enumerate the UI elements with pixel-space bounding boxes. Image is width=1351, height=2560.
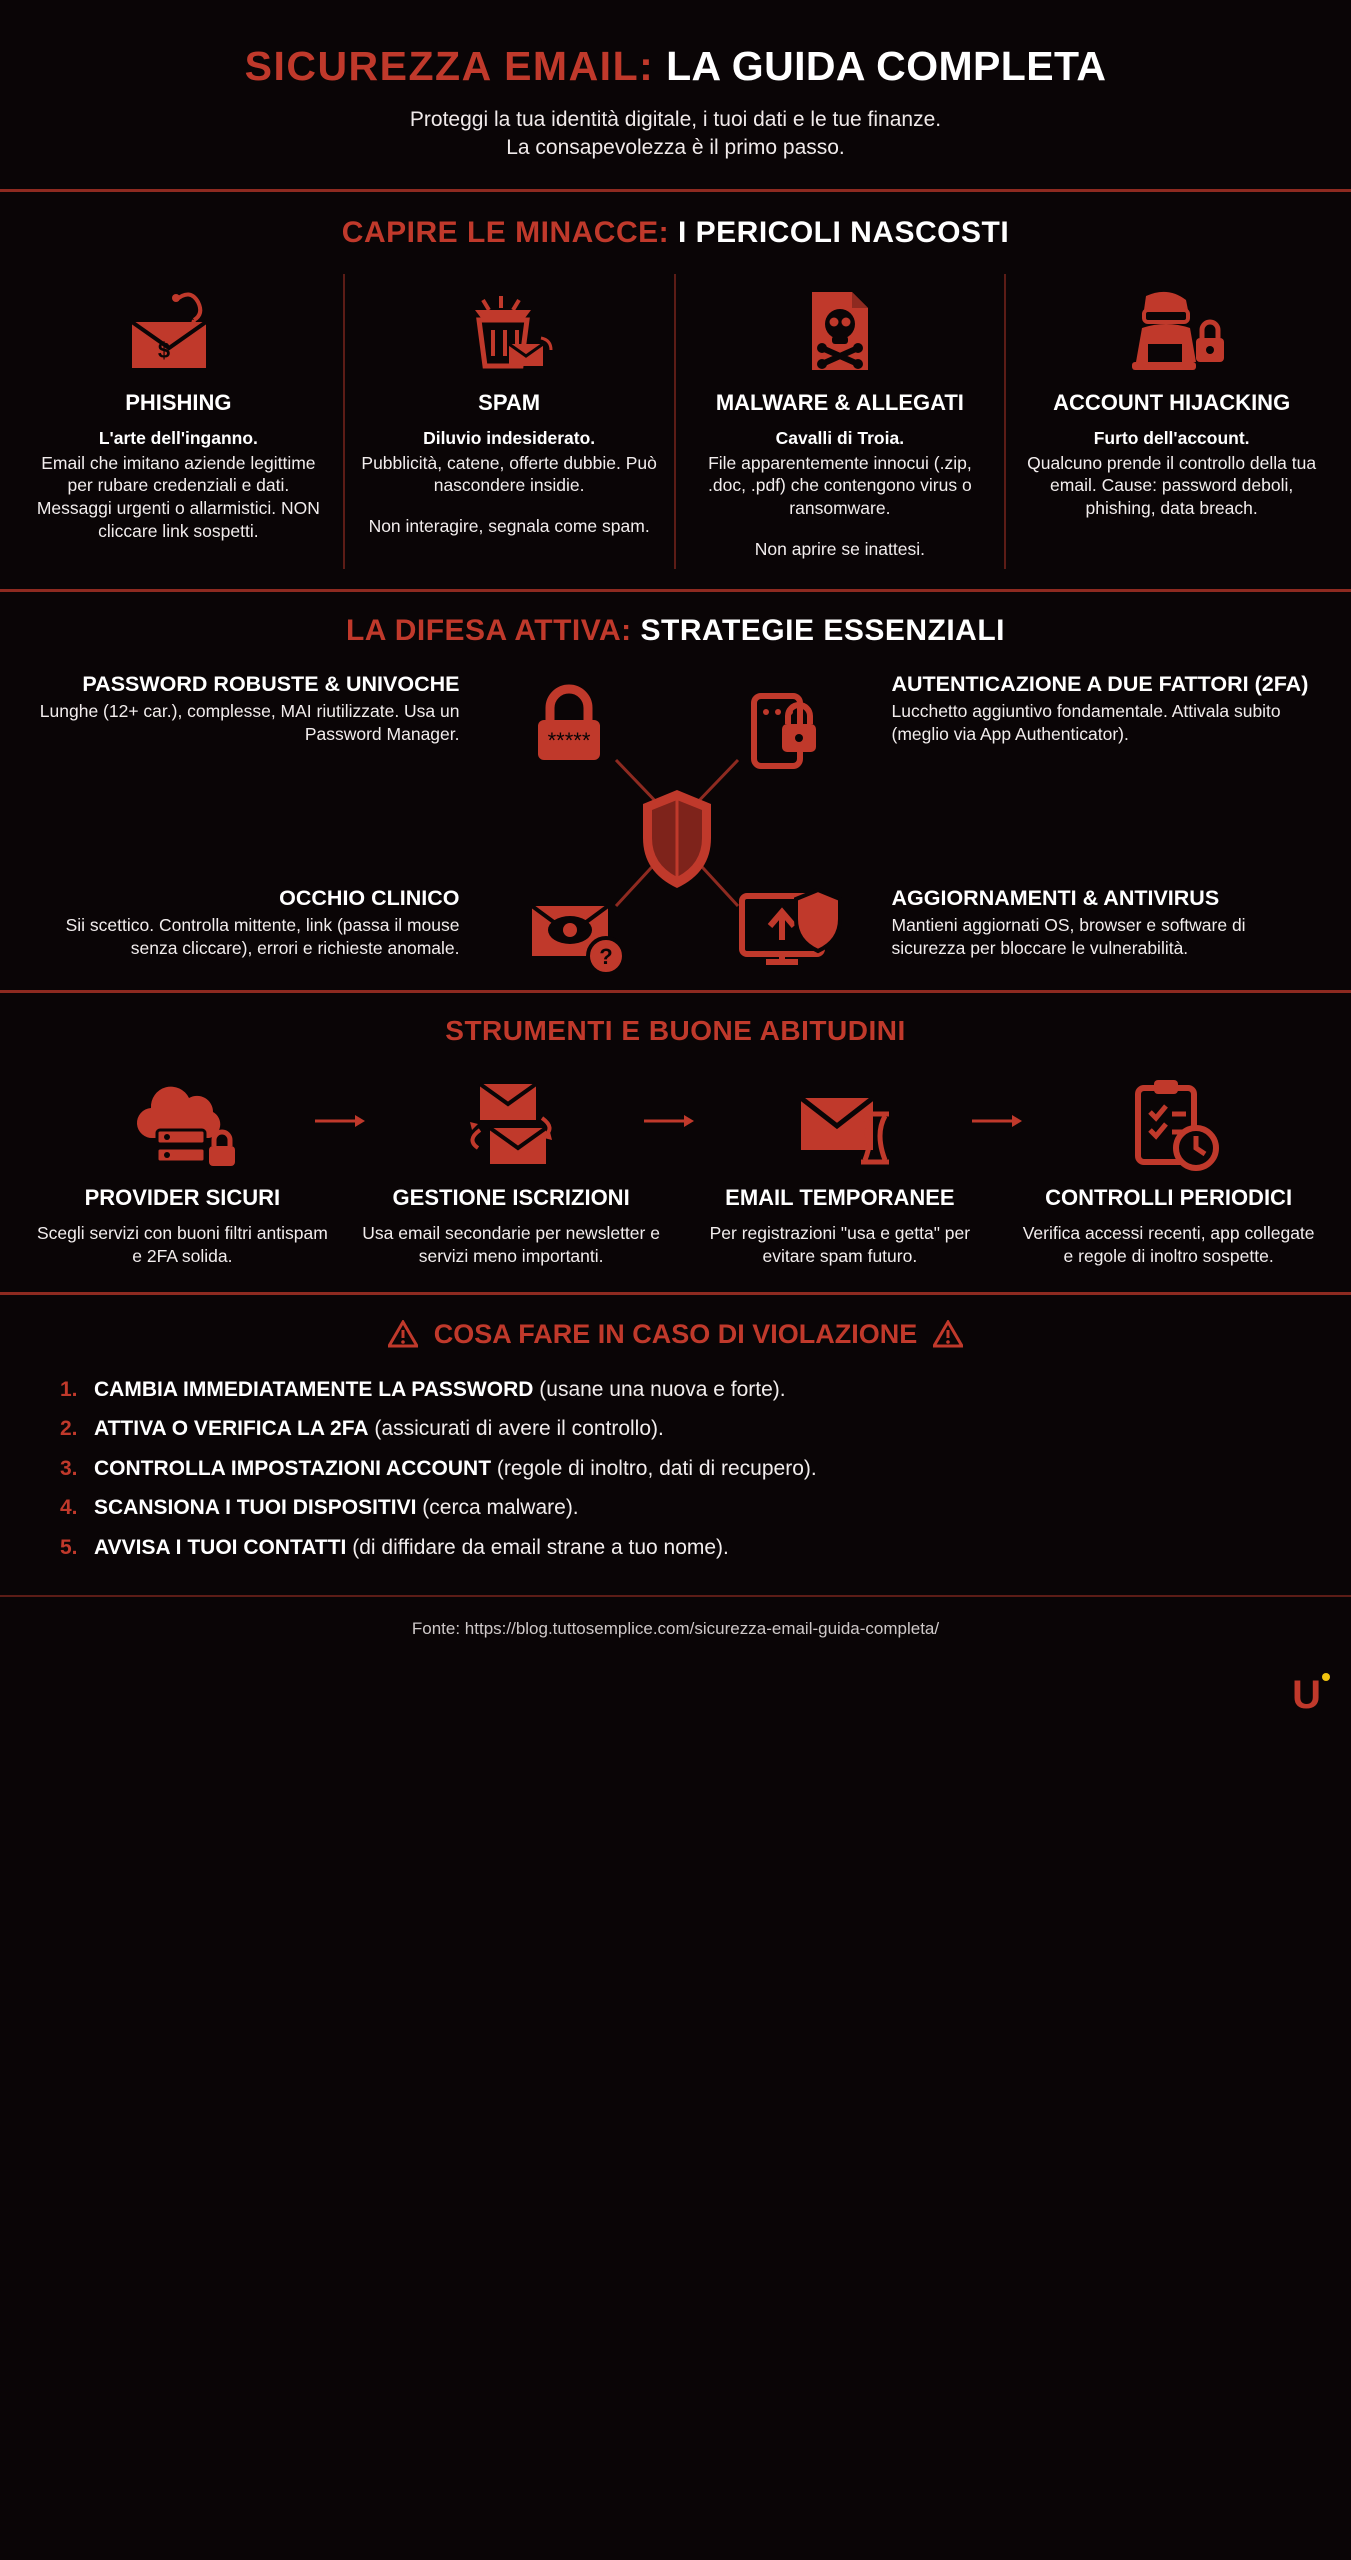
threat-body	[30, 452, 327, 543]
breach-step	[60, 1409, 1297, 1449]
warning-triangle-icon	[933, 1320, 963, 1348]
tool-card-email-temporanee	[676, 1071, 1005, 1268]
tool-name: CONTROLLI PERIODICI	[1045, 1184, 1293, 1210]
breach-step-strong: AVVISA I TUOI CONTATTI	[94, 1535, 347, 1559]
breach-steps	[0, 1370, 1351, 1568]
tools-title: STRUMENTI E BUONE ABITUDINI	[445, 1014, 906, 1046]
threat-body-p2: Non aprire se inattesi.	[754, 538, 925, 559]
defense-center-art	[466, 668, 886, 998]
breach-step	[60, 1488, 1297, 1528]
threats-title-accent: CAPIRE LE MINACCE:	[341, 215, 670, 249]
threat-name: MALWARE & ALLEGATI	[715, 389, 964, 415]
defense-title	[0, 614, 1351, 648]
envelope-hourglass-icon	[690, 1071, 991, 1177]
breach-step-rest: (di diffidare da email strane a tuo nome).	[352, 1535, 729, 1559]
threat-body-p2: Non interagire, segnala come spam.	[368, 516, 650, 537]
threats-grid	[0, 268, 1351, 569]
logo-mark	[1292, 1673, 1321, 1718]
breach-section	[0, 1295, 1351, 1578]
defense-card-aggiornamenti	[886, 882, 1326, 964]
threats-section	[0, 192, 1351, 589]
tool-card-gestione-iscrizioni	[347, 1071, 676, 1268]
svg-text:$: $	[158, 337, 171, 363]
account-hijacking-hacker-icon	[1022, 280, 1321, 384]
breach-step-number: 1.	[60, 1377, 78, 1401]
defense-card-title: AUTENTICAZIONE A DUE FATTORI (2FA)	[891, 671, 1309, 696]
smartphone-2fa-icon	[754, 696, 816, 766]
logo	[0, 1673, 1321, 1718]
tool-name: PROVIDER SICURI	[84, 1184, 281, 1210]
spam-trash-envelope-icon	[361, 280, 658, 384]
page-title	[30, 44, 1321, 90]
defense-card-title: PASSWORD ROBUSTE & UNIVOCHE	[82, 671, 460, 696]
breach-title	[0, 1319, 1351, 1350]
defense-title-accent: LA DIFESA ATTIVA:	[345, 613, 632, 647]
header-subtitle	[30, 106, 1321, 163]
breach-step-number: 3.	[60, 1456, 78, 1480]
threat-lead: Cavalli di Troia.	[775, 427, 905, 448]
threat-card-phishing	[14, 274, 345, 569]
tool-card-provider-sicuri	[18, 1071, 347, 1268]
page-title-main: LA GUIDA COMPLETA	[666, 43, 1107, 89]
tool-name: GESTIONE ISCRIZIONI	[392, 1184, 630, 1210]
threat-body	[692, 452, 989, 561]
breach-step-strong: SCANSIONA I TUOI DISPOSITIVI	[94, 1496, 417, 1520]
breach-step-rest: (assicurati di avere il controllo).	[374, 1417, 664, 1441]
source-text: Fonte: https://blog.tuttosemplice.com/sicurezza-email-guida-completa/	[411, 1619, 940, 1639]
header-subtitle-line2: La consapevolezza è il primo passo.	[506, 136, 845, 160]
threat-body-p1: Qualcuno prende il controllo della tua email. Cause: password deboli, phishing, data breach.	[1027, 452, 1317, 519]
defense-card-title: AGGIORNAMENTI & ANTIVIRUS	[891, 885, 1220, 910]
eye-envelope-question-icon	[532, 906, 624, 974]
svg-text:*****: *****	[547, 727, 590, 753]
threat-name: PHISHING	[125, 389, 232, 415]
breach-step-number: 5.	[60, 1535, 78, 1559]
threat-body	[1022, 452, 1321, 520]
threat-name: SPAM	[478, 389, 541, 415]
logo-dot-icon	[1322, 1673, 1330, 1681]
breach-step	[60, 1528, 1297, 1568]
threat-body	[361, 452, 658, 538]
breach-step	[60, 1449, 1297, 1489]
warning-triangle-icon	[388, 1320, 418, 1348]
defense-title-main: STRATEGIE ESSENZIALI	[640, 613, 1006, 647]
defense-card-text: Mantieni aggiornati OS, browser e software di sicurezza per bloccare le vulnerabilità.	[891, 915, 1246, 959]
breach-step-strong: ATTIVA O VERIFICA LA 2FA	[94, 1417, 369, 1441]
threat-lead: Furto dell'account.	[1093, 427, 1250, 448]
breach-step-strong: CAMBIA IMMEDIATAMENTE LA PASSWORD	[94, 1377, 534, 1401]
threat-body-p1: Email che imitano aziende legittime per rubare credenziali e dati. Messaggi urgenti o allarmistici. NON cliccare link sospetti.	[36, 452, 320, 541]
defense-card-title: OCCHIO CLINICO	[279, 885, 460, 910]
breach-title-text: COSA FARE IN CASO DI VIOLAZIONE	[433, 1318, 918, 1349]
threat-card-account-hijacking	[1006, 274, 1337, 569]
tools-section	[0, 993, 1351, 1292]
threat-body-p1: File apparentemente innocui (.zip, .doc, .pdf) che contengono virus o ransomware.	[708, 452, 972, 519]
breach-step-rest: (regole di inoltro, dati di recupero).	[496, 1456, 817, 1480]
defense-card-password	[26, 668, 466, 750]
defense-section	[0, 592, 1351, 990]
tool-text: Scegli servizi con buoni filtri antispam e 2FA solida.	[36, 1223, 328, 1266]
defense-card-text: Lunghe (12+ car.), complesse, MAI riutilizzate. Usa un Password Manager.	[39, 701, 460, 745]
threat-lead: L'arte dell'inganno.	[98, 427, 258, 448]
defense-diagram	[0, 658, 1351, 968]
phishing-hook-envelope-icon	[30, 280, 327, 384]
threats-title-main: I PERICOLI NASCOSTI	[677, 215, 1010, 249]
defense-card-text: Sii scettico. Controlla mittente, link (passa il mouse senza cliccare), errori e richieste anomale.	[65, 915, 460, 959]
tool-card-controlli-periodici	[1004, 1071, 1333, 1268]
threat-name: ACCOUNT HIJACKING	[1053, 389, 1291, 415]
defense-card-2fa	[886, 668, 1326, 750]
header-subtitle-line1: Proteggi la tua identità digitale, i tuoi dati e le tue finanze.	[409, 107, 942, 131]
footer	[0, 1595, 1351, 1649]
breach-step-rest: (cerca malware).	[422, 1496, 579, 1520]
threat-card-spam	[345, 274, 676, 569]
monitor-update-shield-icon	[742, 890, 840, 962]
breach-step-number: 2.	[60, 1417, 78, 1441]
threats-title	[0, 216, 1351, 250]
clipboard-checklist-clock-icon	[1018, 1071, 1319, 1177]
padlock-password-icon	[538, 689, 600, 760]
threat-body-p1: Pubblicità, catene, offerte dubbie. Può nascondere insidie.	[361, 452, 657, 496]
defense-card-text: Lucchetto aggiuntivo fondamentale. Attivala subito (meglio via App Authenticator).	[891, 701, 1281, 745]
breach-step	[60, 1370, 1297, 1410]
breach-step-rest: (usane una nuova e forte).	[539, 1377, 786, 1401]
threat-lead: Diluvio indesiderato.	[423, 427, 596, 448]
tool-name: EMAIL TEMPORANEE	[725, 1184, 955, 1210]
logo-letter: U	[1292, 1673, 1321, 1718]
tool-text: Usa email secondarie per newsletter e servizi meno importanti.	[362, 1223, 660, 1266]
tools-grid	[0, 1061, 1351, 1268]
threat-card-malware	[676, 274, 1007, 569]
page-title-accent: SICUREZZA EMAIL:	[244, 43, 655, 89]
header	[0, 0, 1351, 189]
tool-text: Verifica accessi recenti, app collegate e regole di inoltro sospette.	[1022, 1223, 1315, 1266]
defense-card-occhio-clinico	[26, 882, 466, 964]
tool-text: Per registrazioni "usa e getta" per evitare spam futuro.	[709, 1223, 971, 1266]
malware-skull-file-icon	[692, 280, 989, 384]
breach-step-number: 4.	[60, 1496, 78, 1520]
svg-text:?: ?	[598, 943, 613, 969]
shield-icon	[643, 790, 711, 888]
envelope-sync-icon	[361, 1071, 662, 1177]
cloud-server-lock-icon	[32, 1071, 333, 1177]
breach-step-strong: CONTROLLA IMPOSTAZIONI ACCOUNT	[94, 1456, 492, 1480]
